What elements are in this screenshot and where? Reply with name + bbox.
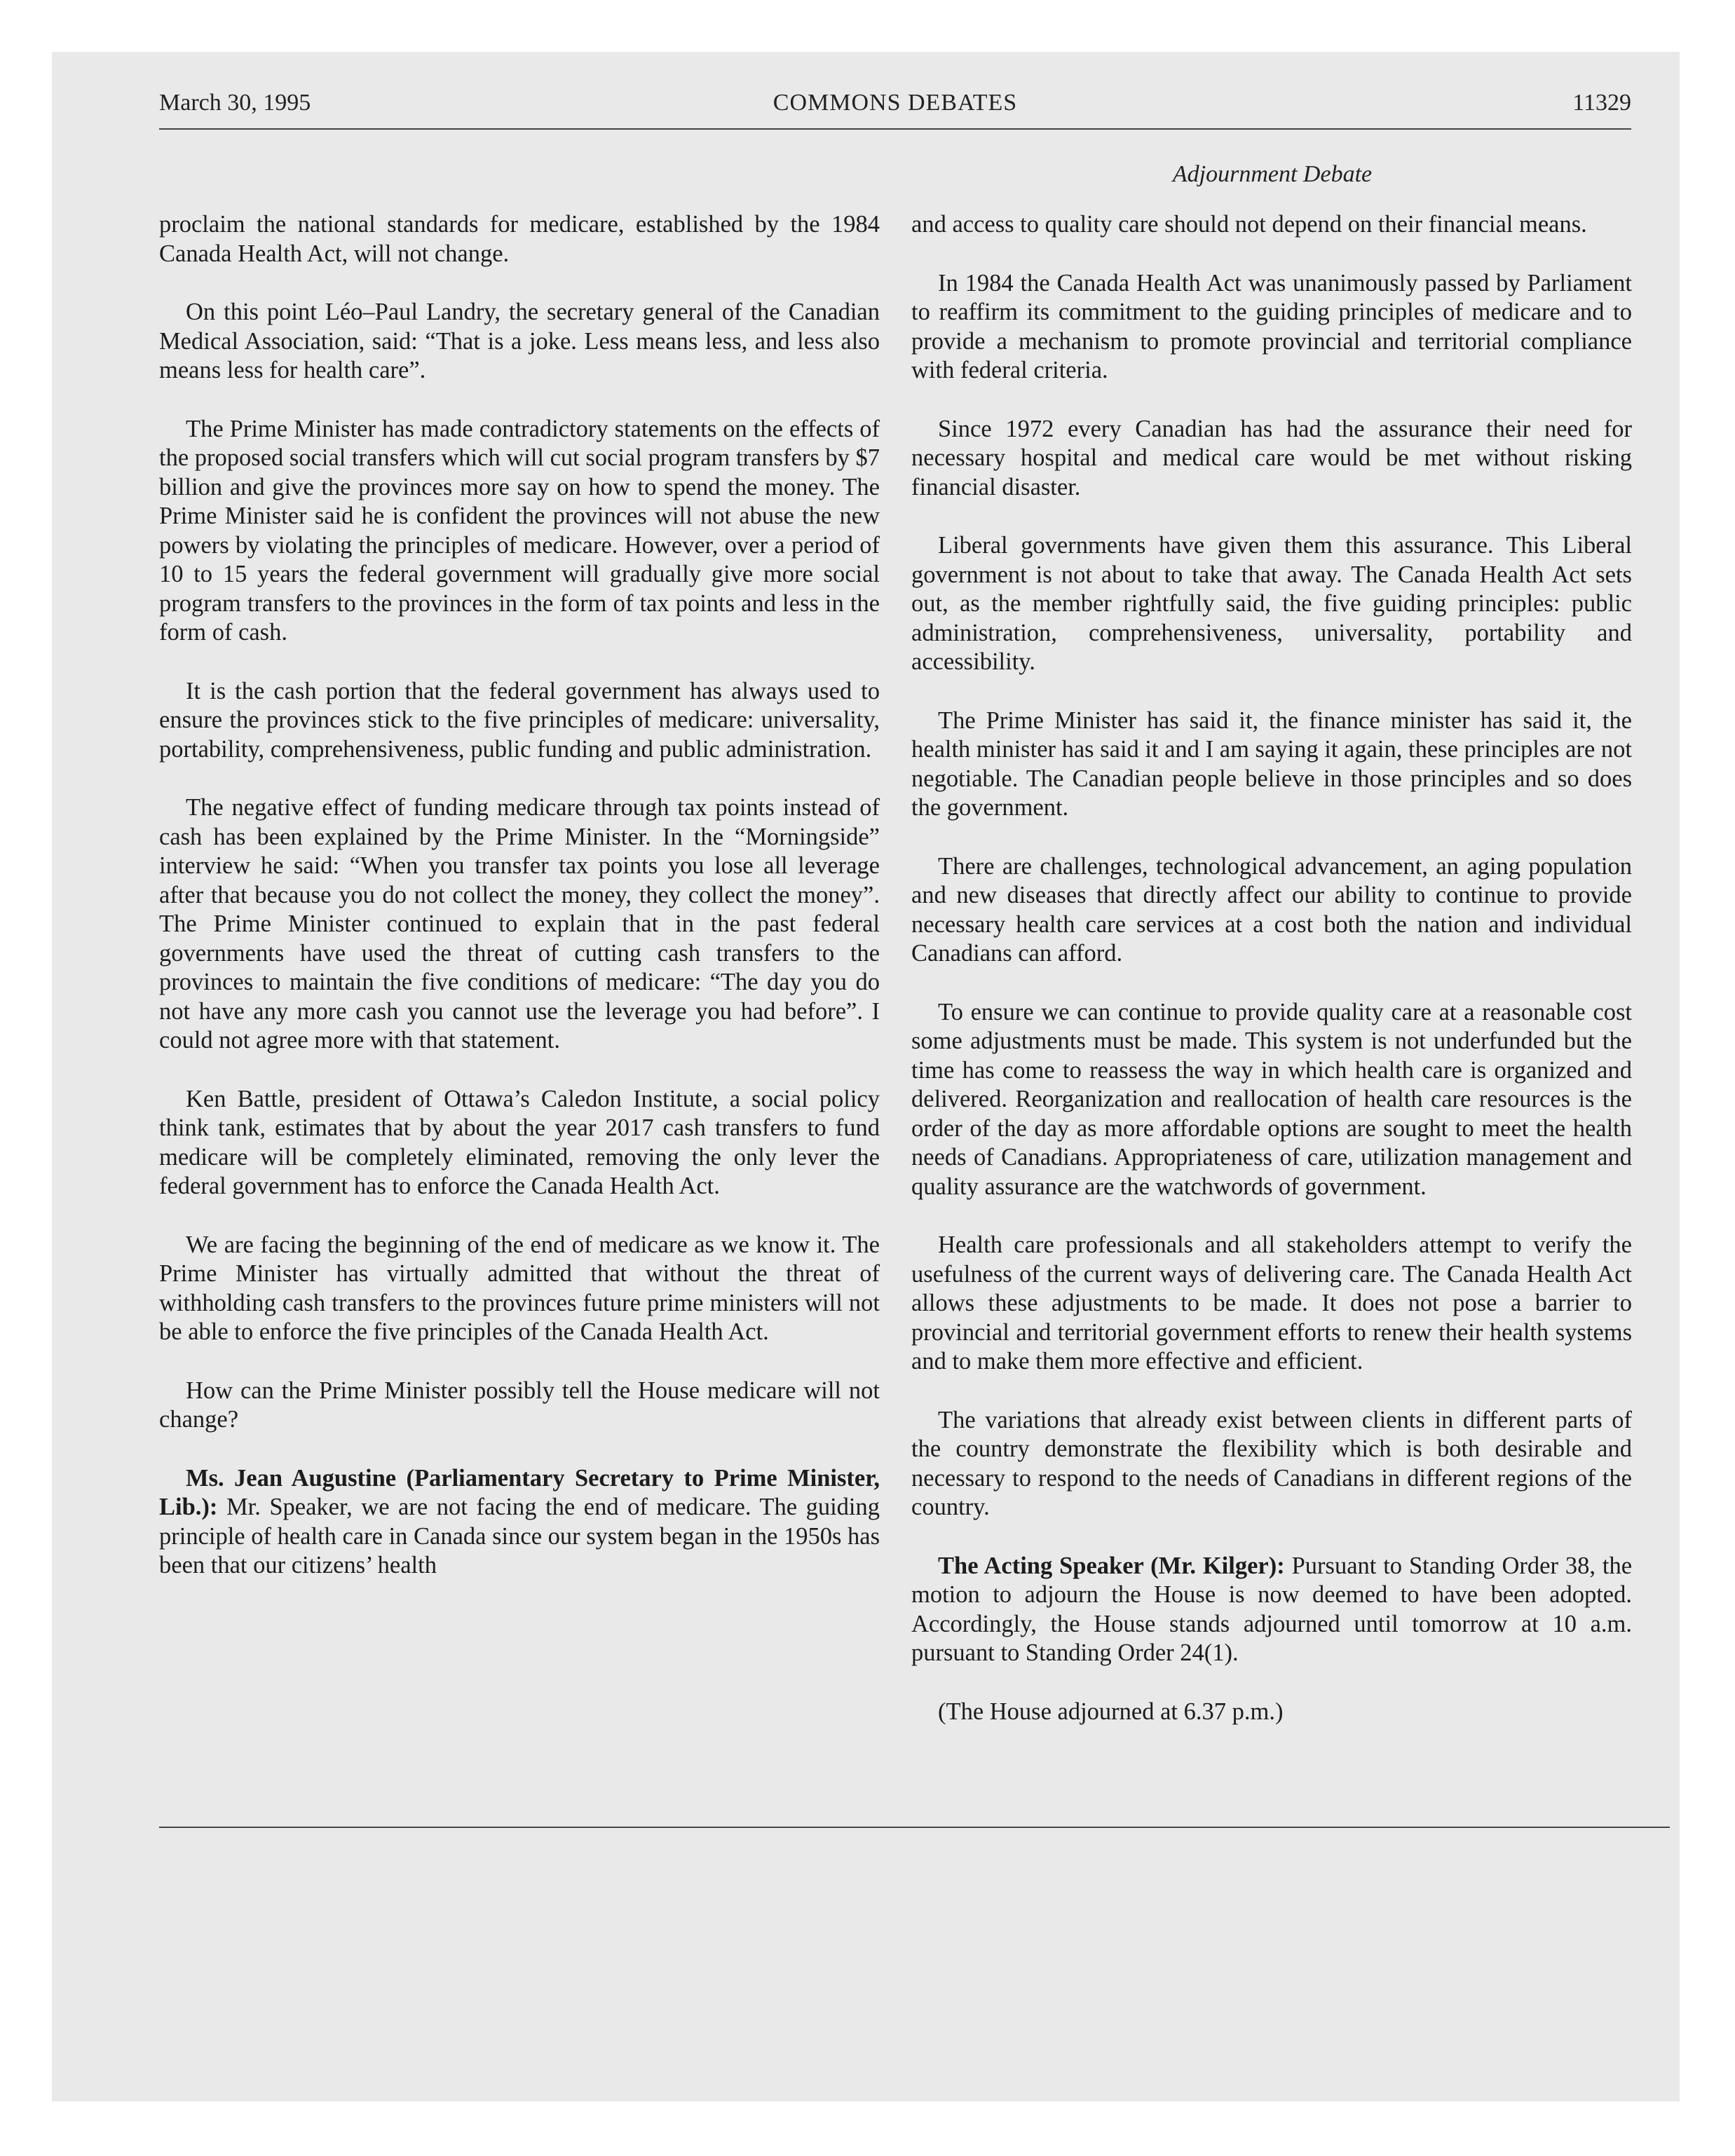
- header-rule: [159, 128, 1631, 130]
- adjournment-note: (The House adjourned at 6.37 p.m.): [938, 1698, 1284, 1725]
- speaker-name: The Acting Speaker (Mr. Kilger):: [938, 1552, 1285, 1579]
- speech-text: Pursuant to Standing Order 38, the motion to adjourn the House is now deemed to have been adopted. Accordingly, the House stands adjourned until tomorrow at 10 a.m. pursuant to Standing Order 24(1).: [911, 1552, 1633, 1666]
- paragraph: To ensure we can continue to provide quality care at a reasonable cost some adjustments must be made. This system is not underfunded but the time has come to reassess the way in which health care is organized and delivered. Reorganization and reallocation of health care resources is the order of the day as more affordable options are sought to meet the health needs of Canadians. Appropriateness of care, utilization management and quality assurance are the watchwords of government.: [911, 998, 1632, 1200]
- header-publication: COMMONS DEBATES: [773, 90, 1018, 116]
- paragraph: Ken Battle, president of Ottawa’s Caledon Institute, a social policy think tank, estimates that by about the year 2017 cash transfers to fund medicare will be completely eliminated, removing the only lever the federal government has to enforce the Canada Health Act.: [159, 1085, 880, 1199]
- speech-acting-speaker: [911, 1552, 1632, 1668]
- speech-augustine: [159, 1464, 880, 1581]
- paragraph: The variations that already exist between clients in different parts of the country demonstrate the flexibility which is both desirable and necessary to respond to the needs of Canadians in different regions of the country.: [911, 1406, 1632, 1520]
- speech-text: Mr. Speaker, we are not facing the end of medicare. The guiding principle of health care in Canada since our system began in the 1950s has been that our citizens’ health: [159, 1494, 880, 1578]
- paragraph: The negative effect of funding medicare through tax points instead of cash has been explained by the Prime Minister. In the “Morningside” interview he said: “When you transfer tax points you lose all leverage after that because you do not collect the money, they collect the money”. The Prime Minister continued to explain that in the past federal governments have used the threat of cutting cash transfers to the provinces to maintain the five conditions of medicare: “The day you do not have any more cash you cannot use the leverage you had before”. I could not agree more with that statement.: [159, 794, 880, 1053]
- footer-rule: [159, 1827, 1670, 1828]
- paragraph: In 1984 the Canada Health Act was unanimously passed by Parliament to reaffirm its commitment to the guiding principles of medicare and to provide a mechanism to promote provincial and territorial compliance with federal criteria.: [911, 269, 1632, 383]
- section-title: Adjournment Debate: [1172, 161, 1373, 187]
- paragraph: The Prime Minister has made contradictory statements on the effects of the proposed social transfers which will cut social program transfers by $7 billion and give the provinces more say on how to spend the money. The Prime Minister said he is confident the provinces will not abuse the new powers by violating the principles of medicare. However, over a period of 10 to 15 years the federal government will gradually give more social program transfers to the provinces in the form of tax points and less in the form of cash.: [159, 415, 880, 646]
- left-column: [159, 210, 880, 1610]
- paragraph: We are facing the beginning of the end of medicare as we know it. The Prime Minister has virtually admitted that without the threat of withholding cash transfers to the provinces future prime ministers will not be able to enforce the five principles of the Canada Health Act.: [159, 1231, 880, 1345]
- paragraph: proclaim the national standards for medicare, established by the 1984 Canada Health Act, will not change.: [159, 211, 880, 267]
- paragraph: and access to quality care should not depend on their financial means.: [911, 211, 1587, 238]
- speaker-name: Ms. Jean Augustine (Parliamentary Secretary to Prime Minister, Lib.):: [159, 1464, 880, 1520]
- paragraph: Since 1972 every Canadian has had the assurance their need for necessary hospital and medical care would be met without risking financial disaster.: [911, 415, 1632, 500]
- paragraph: How can the Prime Minister possibly tell the House medicare will not change?: [159, 1377, 880, 1433]
- running-header: [159, 84, 1631, 126]
- paragraph: Liberal governments have given them this assurance. This Liberal government is not about to take that away. The Canada Health Act sets out, as the member rightfully said, the five guiding principles: public administration, comprehensiveness, universality, portability and accessibility.: [911, 532, 1632, 675]
- header-date: March 30, 1995: [159, 90, 311, 116]
- right-column: [911, 210, 1632, 1756]
- paragraph: Health care professionals and all stakeholders attempt to verify the usefulness of the current ways of delivering care. The Canada Health Act allows these adjustments to be made. It does not pose a barrier to provincial and territorial government efforts to renew their health systems and to make them more effective and efficient.: [911, 1231, 1632, 1374]
- paragraph: It is the cash portion that the federal government has always used to ensure the provinces stick to the five principles of medicare: universality, portability, comprehensiveness, public funding and public administration.: [159, 677, 880, 763]
- header-page-number: 11329: [1572, 90, 1631, 116]
- paragraph: There are challenges, technological advancement, an aging population and new diseases that directly affect our ability to continue to provide necessary health care services at a cost both the nation and individual Canadians can afford.: [911, 852, 1632, 967]
- paragraph: The Prime Minister has said it, the finance minister has said it, the health minister has said it and I am saying it again, these principles are not negotiable. The Canadian people believe in those principles and so does the government.: [911, 707, 1633, 821]
- paragraph: On this point Léo–Paul Landry, the secretary general of the Canadian Medical Association, said: “That is a joke. Less means less, and less also means less for health care”.: [159, 299, 880, 383]
